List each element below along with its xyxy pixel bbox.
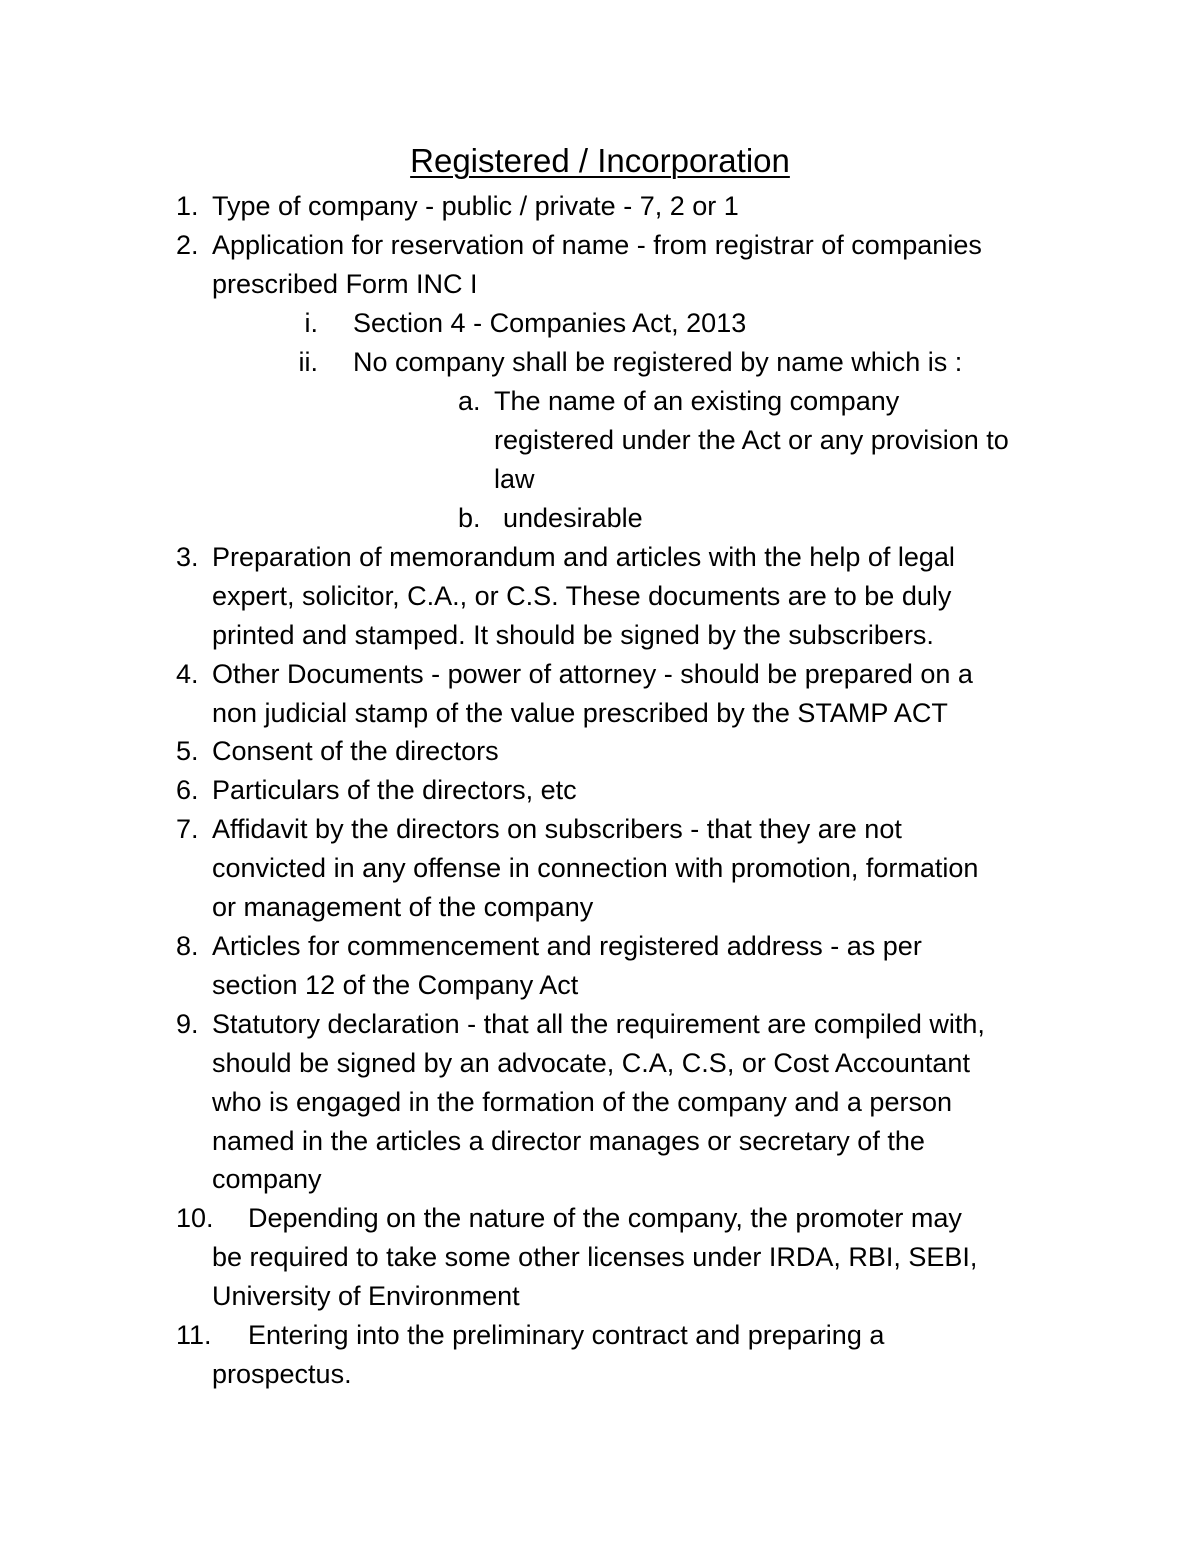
list-marker: 5. — [176, 736, 199, 766]
list-item-line: or management of the company — [212, 892, 594, 922]
list-marker: 6. — [176, 775, 199, 805]
list-item-line: printed and stamped. It should be signed by the subscribers. — [212, 620, 934, 650]
list-item-line: Entering into the preliminary contract and preparing a — [248, 1320, 885, 1350]
list-item-line: prescribed Form INC I — [212, 269, 478, 299]
subsublist-item-line: The name of an existing company — [494, 386, 900, 416]
list-marker: 8. — [176, 931, 199, 961]
list-item-line: who is engaged in the formation of the company and a person — [212, 1087, 952, 1117]
subsublist-item-line: law — [494, 464, 535, 494]
list-item-line: Consent of the directors — [212, 736, 499, 766]
page-title: Registered / Incorporation — [410, 142, 790, 179]
list-marker: 7. — [176, 814, 199, 844]
list-item-line: should be signed by an advocate, C.A, C.S, or Cost Accountant — [212, 1048, 970, 1078]
sublist-marker: ii. — [298, 347, 318, 377]
list-marker: 11. — [176, 1320, 212, 1350]
subsublist-item-line: undesirable — [503, 503, 643, 533]
list-item-line: expert, solicitor, C.A., or C.S. These documents are to be duly — [212, 581, 952, 611]
list-item-line: company — [212, 1164, 322, 1194]
list-item-line: Type of company - public / private - 7, 2 or 1 — [212, 191, 739, 221]
list-item-line: Particulars of the directors, etc — [212, 775, 577, 805]
list-marker: 10. — [176, 1203, 214, 1233]
list-item-line: non judicial stamp of the value prescribed by the STAMP ACT — [212, 698, 948, 728]
sublist-item-line: No company shall be registered by name which is : — [353, 347, 963, 377]
subsublist-marker: a. — [458, 386, 481, 416]
list-item-line: named in the articles a director manages or secretary of the — [212, 1126, 925, 1156]
subsublist-marker: b. — [458, 503, 481, 533]
list-item-line: Statutory declaration - that all the requirement are compiled with, — [212, 1009, 985, 1039]
list-item-line: section 12 of the Company Act — [212, 970, 579, 1000]
list-marker: 3. — [176, 542, 199, 572]
list-item-line: University of Environment — [212, 1281, 520, 1311]
list-item-line: Affidavit by the directors on subscribers - that they are not — [212, 814, 902, 844]
list-marker: 9. — [176, 1009, 199, 1039]
sublist-item-line: Section 4 - Companies Act, 2013 — [353, 308, 747, 338]
sublist-marker: i. — [304, 308, 318, 338]
list-item-line: Depending on the nature of the company, the promoter may — [248, 1203, 962, 1233]
list-item-line: convicted in any offense in connection with promotion, formation — [212, 853, 979, 883]
list-marker: 2. — [176, 230, 199, 260]
list-item-line: Application for reservation of name - from registrar of companies — [212, 230, 982, 260]
list-item-line: be required to take some other licenses under IRDA, RBI, SEBI, — [212, 1242, 978, 1272]
list-item-line: Preparation of memorandum and articles with the help of legal — [212, 542, 955, 572]
subsublist-item-line: registered under the Act or any provision to — [494, 425, 1009, 455]
list-item-line: Other Documents - power of attorney - should be prepared on a — [212, 659, 973, 689]
list-marker: 4. — [176, 659, 199, 689]
list-item-line: Articles for commencement and registered address - as per — [212, 931, 922, 961]
list-item-line: prospectus. — [212, 1359, 352, 1389]
list-marker: 1. — [176, 191, 199, 221]
